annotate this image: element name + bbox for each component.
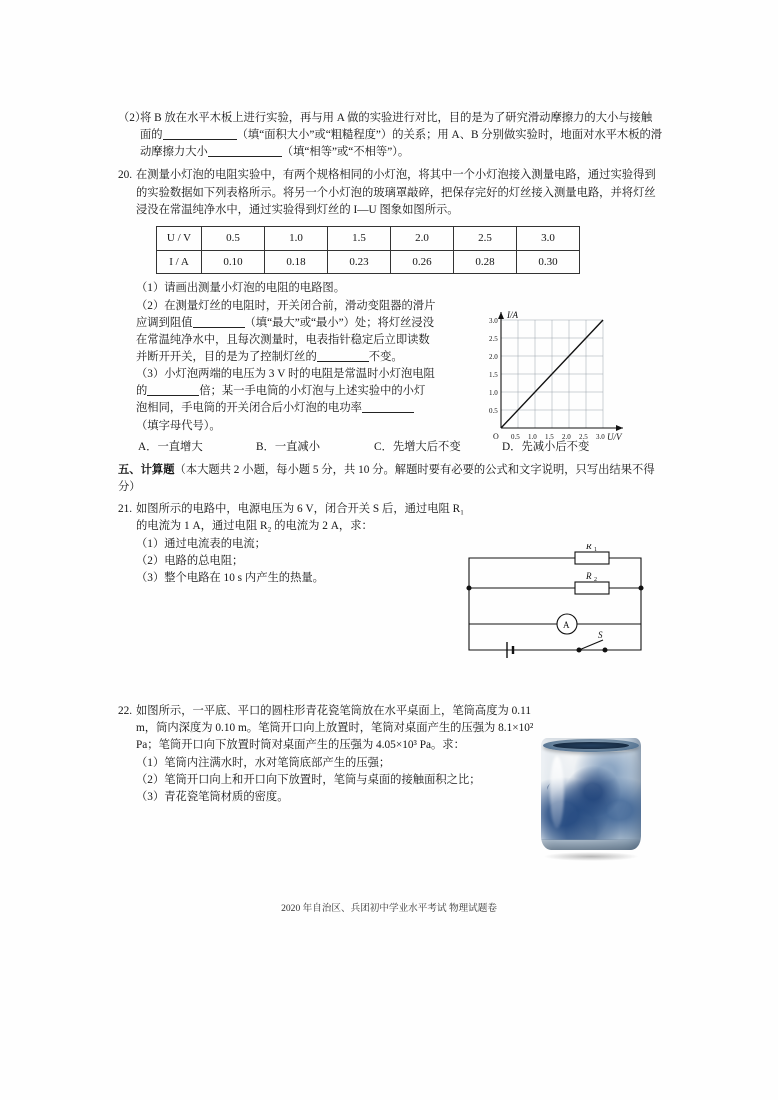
question-text-3: （填“相等”或“不相等”）。 xyxy=(281,146,410,159)
table-row xyxy=(157,226,580,250)
cell: 0.30 xyxy=(517,250,580,274)
svg-text:1.5: 1.5 xyxy=(545,433,554,441)
porcelain-pen-holder xyxy=(541,738,641,850)
blank xyxy=(163,127,237,140)
svg-text:R: R xyxy=(586,544,592,551)
vase-base xyxy=(541,839,641,850)
cell: 0.10 xyxy=(202,250,265,274)
question-number: 20. xyxy=(118,169,133,182)
svg-text:3.0: 3.0 xyxy=(596,433,605,441)
iu-graph xyxy=(471,306,667,458)
cell: 0.26 xyxy=(391,250,454,274)
svg-text:1: 1 xyxy=(594,547,597,553)
svg-text:2.0: 2.0 xyxy=(562,433,571,441)
row-header-voltage: U / V xyxy=(157,226,202,250)
section-title: 五、计算题 xyxy=(118,463,175,476)
question-continued-2 xyxy=(118,110,663,161)
svg-text:1.0: 1.0 xyxy=(489,389,498,397)
cell: 0.23 xyxy=(328,250,391,274)
svg-text:0.5: 0.5 xyxy=(489,407,498,415)
sub-label: （2） xyxy=(118,112,147,124)
sub-label: （3） xyxy=(136,368,165,381)
question-20-subs xyxy=(118,280,436,434)
svg-text:1.0: 1.0 xyxy=(528,433,537,441)
svg-text:A: A xyxy=(563,620,570,630)
sub-question-3 xyxy=(136,366,436,435)
sub-text: 小灯泡两端的电压为 3 V 时的电阻是常温时小灯泡电阻的 xyxy=(136,368,435,398)
svg-text:0.5: 0.5 xyxy=(511,433,520,441)
cell: 3.0 xyxy=(517,226,580,250)
blank xyxy=(208,144,282,157)
cell: 1.0 xyxy=(265,226,328,250)
blank xyxy=(362,400,414,413)
question-22-stem: 如图所示，一平底、平口的圆柱形青花瓷笔筒放在水平桌面上，笔筒高度为 0.11 m，筒内深度为 0.10 m。笔筒开口向上放置时，笔筒对桌面产生的压强为 8.1×10² Pa；笔筒开口向下放置时筒对桌面产生的压强为 4.05×10³ Pa。求： xyxy=(136,705,534,752)
q22-item-3: （3）青花瓷笔筒材质的密度。 xyxy=(136,790,289,803)
svg-text:1.5: 1.5 xyxy=(489,371,498,379)
option-d: D．先减小后不变 xyxy=(502,440,590,453)
sub-question-2 xyxy=(136,298,436,367)
circuit-diagram xyxy=(455,544,663,664)
svg-text:I/A: I/A xyxy=(507,310,518,320)
svg-text:O: O xyxy=(493,432,499,441)
blank xyxy=(193,315,245,328)
sub-label: （2） xyxy=(136,299,165,312)
sub-text: （填字母代号）。 xyxy=(136,419,221,432)
pen-holder-photo xyxy=(537,738,645,858)
sub-text: 不变。 xyxy=(368,351,403,363)
question-number: 21. xyxy=(118,503,133,516)
measurement-table xyxy=(156,226,580,274)
svg-text:S: S xyxy=(598,630,603,640)
q21-item-3: （3）整个电路在 10 s 内产生的热量。 xyxy=(136,571,324,584)
question-20-stem: 在测量小灯泡的电阻实验中，有两个规格相同的小灯泡，将其中一个小灯泡接入测量电路，通过实验得到的实验数据如下列表格所示。将另一个小灯泡的玻璃罩敲碎，把保存完好的灯丝接入测量电路，并将灯丝浸没在常温纯净水中，通过实验得到灯丝的 I—U 图象如图所示。 xyxy=(136,169,656,216)
svg-text:2.0: 2.0 xyxy=(489,353,498,361)
iu-graph-svg xyxy=(471,306,667,458)
cell: 2.5 xyxy=(454,226,517,250)
vase-shadow xyxy=(543,852,639,861)
cell: 0.18 xyxy=(265,250,328,274)
question-number: 22. xyxy=(118,705,133,718)
svg-text:3.0: 3.0 xyxy=(489,317,498,325)
sub-question-1 xyxy=(136,280,436,297)
cell: 0.28 xyxy=(454,250,517,274)
section-heading-5 xyxy=(118,462,663,496)
svg-text:U/V: U/V xyxy=(607,432,622,442)
row-header-current: I / A xyxy=(157,250,202,274)
svg-text:2.5: 2.5 xyxy=(579,433,588,441)
table-row xyxy=(157,250,580,274)
section-desc: （本大题共 2 小题，每小题 5 分，共 10 分。解题时要有必要的公式和文字说明，只写出结果不得分） xyxy=(118,463,655,494)
q21-item-2: （2）电路的总电阻； xyxy=(136,554,244,567)
question-text-2: （填“面积大小”或“粗糙程度”）的关系；用 A、B 分别做实验时，地面对水平木板的滑动摩擦力大小 xyxy=(140,129,663,159)
cell: 0.5 xyxy=(202,226,265,250)
svg-text:R: R xyxy=(586,571,592,581)
q22-item-1: （1）笔筒内注满水时，水对笔筒底部产生的压强； xyxy=(136,756,391,769)
svg-text:2.5: 2.5 xyxy=(489,335,498,343)
cell: 2.0 xyxy=(391,226,454,250)
cell: 1.5 xyxy=(328,226,391,250)
vase-highlight xyxy=(550,756,564,828)
option-a: A．一直增大 xyxy=(138,440,203,453)
sub-text: 倍；某一手电筒的小灯泡与上述实验中的小灯泡相同，手电筒的开关闭合后小灯泡的电功率 xyxy=(136,385,426,415)
sub-text: 在测量灯丝的电阻时，开关闭合前，滑动变阻器的滑片应调到阻值 xyxy=(136,299,436,329)
sub-text: 请画出测量小灯泡的电阻的电路图。 xyxy=(164,282,346,295)
question-text: 将 B 放在水平木板上进行实验，再与用 A 做的实验进行对比，目的是为了研究滑动摩擦力的大小与接触面的 xyxy=(140,112,653,142)
sub-text: （填“最大”或“最小”）处；将灯丝浸没在常温纯净水中，且每次测量时，电表指针稳定后立即读数并断开开关，目的是为了控制灯丝的 xyxy=(136,316,435,363)
svg-text:2: 2 xyxy=(594,577,597,583)
question-21-stem: 如图所示的电路中，电源电压为 6 V，闭合开关 S 后，通过电阻 R₁ 的电流为 1 A，通过电阻 R₂ 的电流为 2 A，求： xyxy=(136,503,465,533)
data-table-wrapper xyxy=(156,226,663,274)
vase-rim xyxy=(543,739,639,752)
q21-item-1: （1）通过电流表的电流； xyxy=(136,537,266,550)
blank xyxy=(147,383,199,396)
option-b: B．一直减小 xyxy=(256,440,321,453)
q22-item-2: （2）笔筒开口向上和开口向下放置时，笔筒与桌面的接触面积之比； xyxy=(136,773,481,786)
scanned-content xyxy=(118,110,663,920)
circuit-svg xyxy=(455,544,663,664)
blank xyxy=(317,349,369,362)
option-c: C．先增大后不变 xyxy=(374,440,461,453)
page-footer: 2020 年自治区、兵团初中学业水平考试 物理试题卷 xyxy=(281,903,497,914)
sub-label: （1） xyxy=(136,282,165,295)
